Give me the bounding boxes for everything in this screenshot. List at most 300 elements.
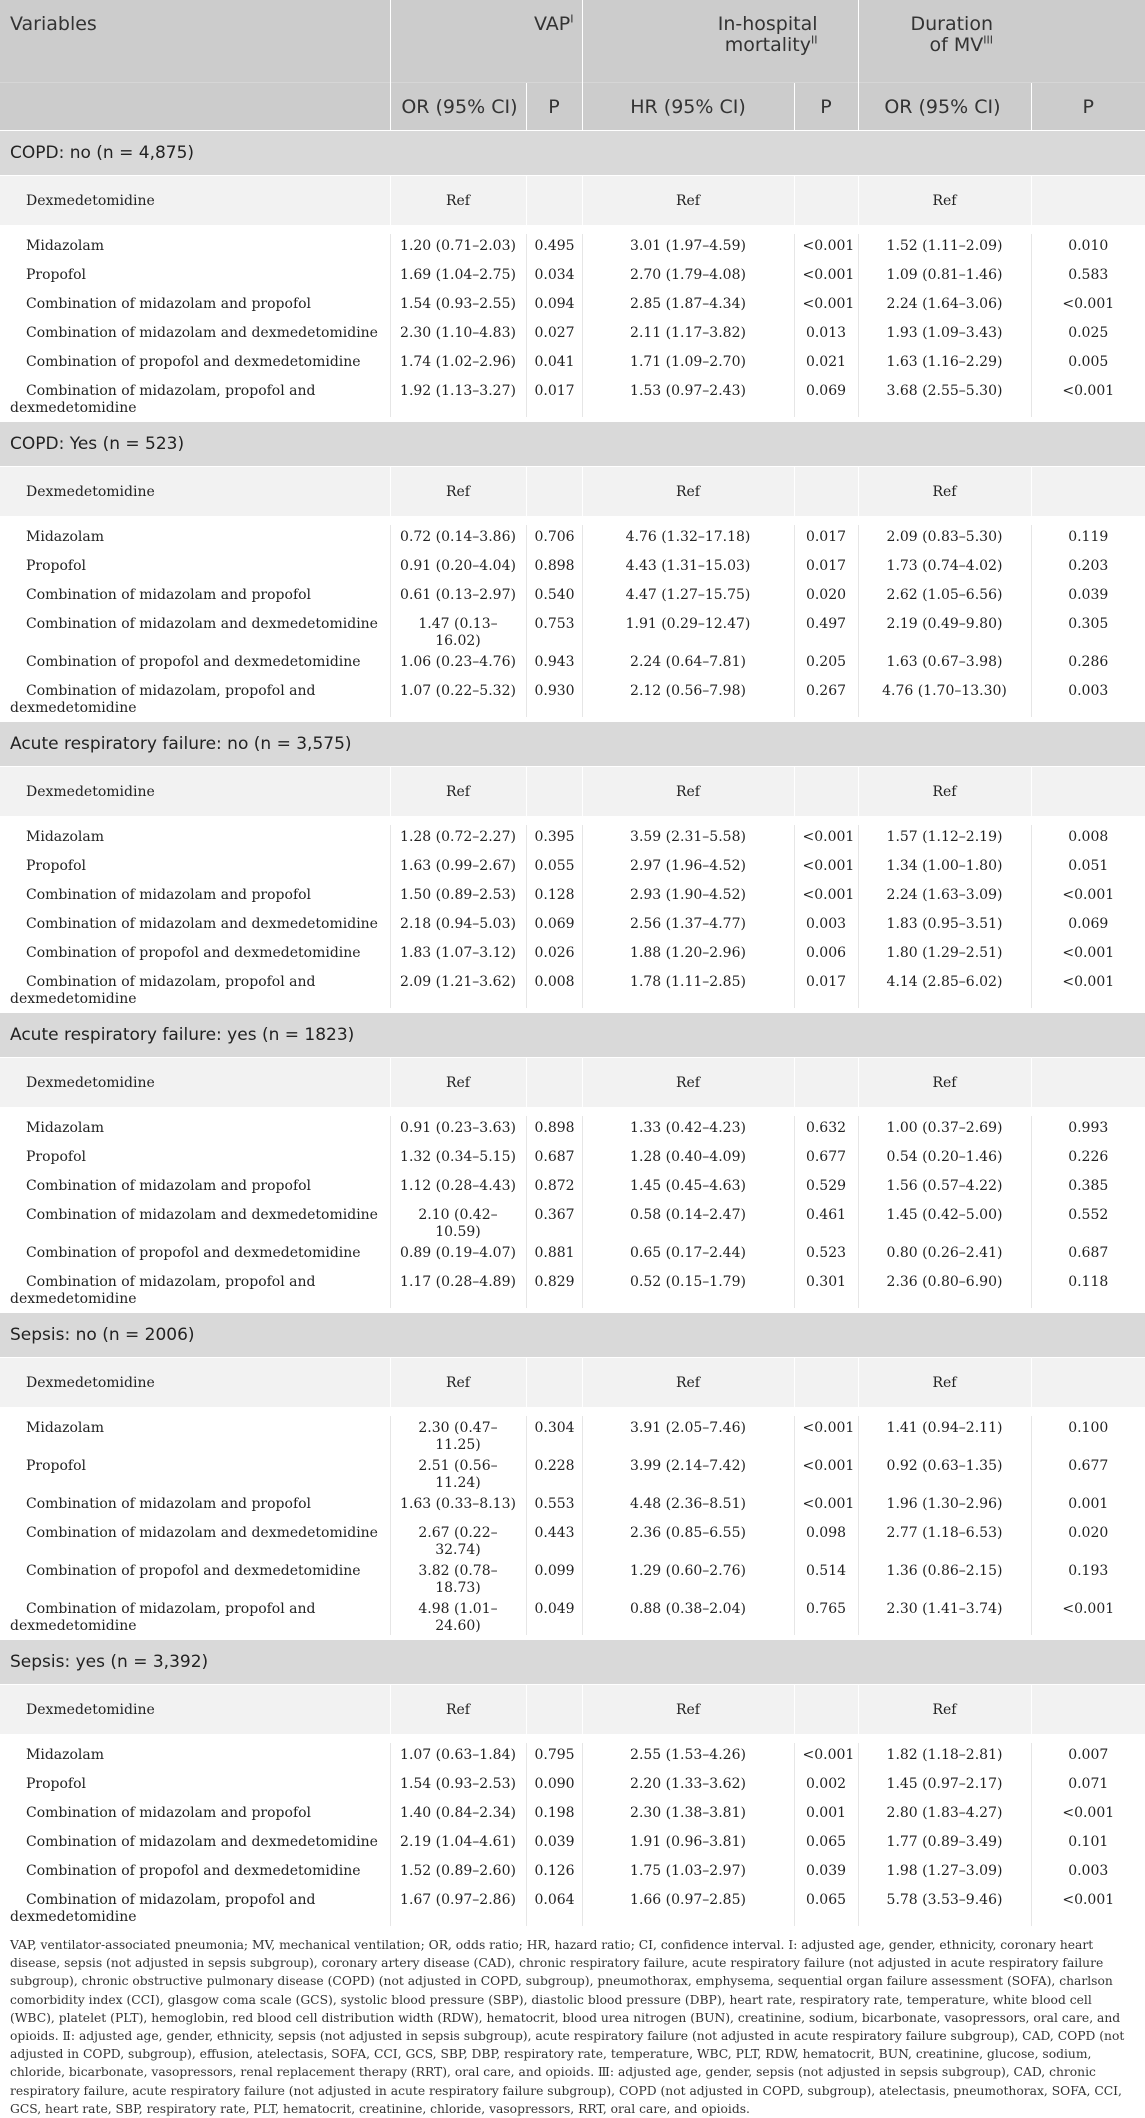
row-label: Combination of midazolam and propofol [26, 1496, 312, 1512]
reference-mortality-p [794, 1058, 858, 1108]
reference-duration-p [1031, 1685, 1145, 1735]
vap-p-cell: 0.094 [526, 292, 582, 321]
table-row [0, 583, 1145, 612]
row-label: Combination of midazolam and propofol [26, 1178, 312, 1194]
table-row [0, 234, 1145, 263]
vap-or-cell: 2.18 (0.94–5.03) [390, 912, 526, 941]
reference-duration-p [1031, 467, 1145, 517]
reference-vap: Ref [390, 467, 526, 517]
mortality-hr-cell: 2.55 (1.53–4.26) [582, 1743, 794, 1772]
duration-p-cell: 0.583 [1031, 263, 1145, 292]
mortality-hr-cell: 1.78 (1.11–2.85) [582, 970, 794, 1008]
mortality-hr-cell: 1.75 (1.03–2.97) [582, 1859, 794, 1888]
spacer-cell [858, 1107, 1031, 1116]
vap-or-cell: 3.82 (0.78–18.73) [390, 1559, 526, 1597]
duration-or-cell: 5.78 (3.53–9.46) [858, 1888, 1031, 1926]
mortality-p-cell: <0.001 [794, 234, 858, 263]
spacer-cell [0, 1407, 390, 1416]
duration-or-cell: 1.77 (0.89–3.49) [858, 1830, 1031, 1859]
vap-p-cell: 0.898 [526, 1116, 582, 1145]
vap-or-cell: 1.52 (0.89–2.60) [390, 1859, 526, 1888]
header-mort-hr: HR (95% CI) [582, 83, 794, 131]
table-row [0, 883, 1145, 912]
vap-p-cell: 0.367 [526, 1203, 582, 1241]
mortality-hr-cell: 4.43 (1.31–15.03) [582, 554, 794, 583]
vap-or-cell: 1.69 (1.04–2.75) [390, 263, 526, 292]
vap-or-cell: 1.54 (0.93–2.53) [390, 1772, 526, 1801]
mortality-p-cell: 0.205 [794, 650, 858, 679]
mortality-p-cell: 0.497 [794, 612, 858, 650]
mortality-hr-cell: 1.33 (0.42–4.23) [582, 1116, 794, 1145]
mortality-hr-cell: 3.01 (1.97–4.59) [582, 234, 794, 263]
table-row [0, 650, 1145, 679]
duration-p-cell: <0.001 [1031, 1801, 1145, 1830]
duration-p-cell: 0.071 [1031, 1772, 1145, 1801]
table-row [0, 1492, 1145, 1521]
duration-p-cell: 0.051 [1031, 854, 1145, 883]
duration-p-cell: <0.001 [1031, 883, 1145, 912]
table-row [0, 292, 1145, 321]
duration-p-cell: 0.385 [1031, 1174, 1145, 1203]
vap-or-cell: 1.92 (1.13–3.27) [390, 379, 526, 417]
spacer-cell [794, 516, 858, 525]
reference-vap: Ref [390, 767, 526, 817]
table-body [0, 131, 1145, 1931]
table-row [0, 1597, 1145, 1635]
spacer-cell [390, 816, 526, 825]
row-label: Combination of midazolam and propofol [26, 887, 312, 903]
spacer-cell [858, 1407, 1031, 1416]
duration-or-cell: 2.62 (1.05–6.56) [858, 583, 1031, 612]
table-row [0, 554, 1145, 583]
spacer-cell [1031, 1734, 1145, 1743]
reference-mortality-p [794, 1685, 858, 1735]
vap-or-cell: 1.12 (0.28–4.43) [390, 1174, 526, 1203]
spacer-cell [526, 1407, 582, 1416]
mortality-p-cell: 0.301 [794, 1270, 858, 1308]
mortality-hr-cell: 1.53 (0.97–2.43) [582, 379, 794, 417]
table-row [0, 1174, 1145, 1203]
mortality-p-cell: 0.267 [794, 679, 858, 717]
duration-p-cell: 0.010 [1031, 234, 1145, 263]
vap-or-cell: 1.32 (0.34–5.15) [390, 1145, 526, 1174]
reference-duration-p [1031, 767, 1145, 817]
vap-p-cell: 0.540 [526, 583, 582, 612]
reference-row [0, 1685, 1145, 1735]
row-spacer [0, 1407, 1145, 1416]
reference-mortality: Ref [582, 1685, 794, 1735]
reference-row [0, 1058, 1145, 1108]
spacer-cell [526, 225, 582, 234]
mortality-hr-cell: 2.36 (0.85–6.55) [582, 1521, 794, 1559]
spacer-cell [390, 1407, 526, 1416]
spacer-cell [526, 516, 582, 525]
reference-vap: Ref [390, 1685, 526, 1735]
duration-or-cell: 1.93 (1.09–3.43) [858, 321, 1031, 350]
duration-p-cell: 0.069 [1031, 912, 1145, 941]
mortality-p-cell: 0.765 [794, 1597, 858, 1635]
duration-p-cell: 0.118 [1031, 1270, 1145, 1308]
vap-or-cell: 1.07 (0.22–5.32) [390, 679, 526, 717]
reference-vap-p [526, 467, 582, 517]
spacer-cell [0, 225, 390, 234]
spacer-cell [390, 225, 526, 234]
reference-duration: Ref [858, 467, 1031, 517]
vap-or-cell: 1.50 (0.89–2.53) [390, 883, 526, 912]
table-row [0, 679, 1145, 717]
mortality-p-cell: 0.017 [794, 525, 858, 554]
vap-p-cell: 0.553 [526, 1492, 582, 1521]
vap-p-cell: 0.099 [526, 1559, 582, 1597]
table-row [0, 941, 1145, 970]
mortality-p-cell: 0.017 [794, 970, 858, 1008]
vap-p-cell: 0.395 [526, 825, 582, 854]
table-row [0, 912, 1145, 941]
table-footnote: VAP, ventilator-associated pneumonia; MV, mechanical ventilation; OR, odds ratio; HR, hazard ratio; CI, confidence interval. Ⅰ: adjusted age, gender, ethnicity, coronary heart disease, sepsis (not adjusted in sepsis subgroup), coronary artery disease (CAD), chronic respiratory failure, acute respiratory failure (not adjusted in acute respiratory failure subgroup), chronic obstructive pulmonary disease (COPD) (not adjusted in COPD, subgroup), pneumothorax, emphysema, sequential organ failure assessment (SOFA), charlson comorbidity index (CCI), glasgow coma scale (GCS), systolic blood pressure (SBP), diastolic blood pressure (DBP), heart rate, respiratory rate, temperature, white blood cell (WBC), platelet (PLT), hemoglobin, red blood cell distribution width (RDW), hematocrit, blood urea nitrogen (BUN), creatinine, sodium, bicarbonate, vasopressors, oral care, and opioids. Ⅱ: adjusted age, gender, ethnicity, sepsis (not adjusted in sepsis subgroup), acute respiratory failure (not adjusted in acute respiratory failure subgroup), CAD, COPD (not adjusted in COPD, subgroup), effusion, atelectasis, SOFA, CCI, GCS, SBP, DBP, respiratory rate, temperature, WBC, PLT, RDW, hematocrit, BUN, creatinine, glucose, sodium, chloride, bicarbonate, vasopressors, renal replacement therapy (RRT), oral care, and opioids. Ⅲ: adjusted age, gender, sepsis (not adjusted in sepsis subgroup), CAD, chronic respiratory failure, acute respiratory failure (not adjusted in acute respiratory failure subgroup), COPD (not adjusted in COPD, subgroup), atelectasis, pneumothorax, SOFA, CCI, GCS, heart rate, SBP, respiratory rate, PLT, hematocrit, creatinine, chloride, vasopressors, RRT, oral care, and opioids. [10, 1938, 1125, 2116]
table-row [0, 321, 1145, 350]
vap-or-cell: 1.17 (0.28–4.89) [390, 1270, 526, 1308]
duration-p-cell: 0.305 [1031, 612, 1145, 650]
reference-label: Dexmedetomidine [0, 1058, 390, 1108]
duration-p-cell: 0.687 [1031, 1241, 1145, 1270]
duration-p-cell: 0.993 [1031, 1116, 1145, 1145]
spacer-cell [794, 1107, 858, 1116]
row-label: Combination of midazolam, propofol and dexmedetomidine [10, 1601, 316, 1634]
section-title: Acute respiratory failure: yes (n = 1823) [0, 1013, 1145, 1058]
row-label: Midazolam [26, 829, 105, 845]
section-header [0, 1013, 1145, 1058]
reference-mortality: Ref [582, 176, 794, 226]
vap-or-cell: 0.91 (0.20–4.04) [390, 554, 526, 583]
vap-or-cell: 2.51 (0.56–11.24) [390, 1454, 526, 1492]
duration-or-cell: 1.80 (1.29–2.51) [858, 941, 1031, 970]
spacer-cell [858, 516, 1031, 525]
vap-p-cell: 0.064 [526, 1888, 582, 1926]
vap-p-cell: 0.829 [526, 1270, 582, 1308]
mortality-p-cell: 0.006 [794, 941, 858, 970]
mortality-hr-cell: 0.88 (0.38–2.04) [582, 1597, 794, 1635]
table-row [0, 1830, 1145, 1859]
duration-or-cell: 2.30 (1.41–3.74) [858, 1597, 1031, 1635]
row-label: Combination of midazolam, propofol and dexmedetomidine [10, 974, 316, 1007]
vap-p-cell: 0.034 [526, 263, 582, 292]
duration-or-cell: 1.45 (0.42–5.00) [858, 1203, 1031, 1241]
table-row [0, 1772, 1145, 1801]
section-title: COPD: no (n = 4,875) [0, 131, 1145, 176]
vap-p-cell: 0.026 [526, 941, 582, 970]
vap-p-cell: 0.753 [526, 612, 582, 650]
section-header [0, 1640, 1145, 1685]
table-row [0, 1888, 1145, 1926]
table-row [0, 1203, 1145, 1241]
mortality-hr-cell: 4.48 (2.36–8.51) [582, 1492, 794, 1521]
vap-or-cell: 1.47 (0.13–16.02) [390, 612, 526, 650]
duration-p-cell: 0.005 [1031, 350, 1145, 379]
mortality-hr-cell: 2.30 (1.38–3.81) [582, 1801, 794, 1830]
duration-or-cell: 2.77 (1.18–6.53) [858, 1521, 1031, 1559]
header-mortality: In-hospital mortality$^{II}$ [582, 0, 858, 83]
vap-p-cell: 0.090 [526, 1772, 582, 1801]
mortality-p-cell: <0.001 [794, 263, 858, 292]
table-row [0, 379, 1145, 417]
row-label: Combination of midazolam, propofol and dexmedetomidine [10, 683, 316, 716]
reference-label: Dexmedetomidine [0, 1685, 390, 1735]
vap-p-cell: 0.027 [526, 321, 582, 350]
section-header [0, 131, 1145, 176]
reference-vap-p [526, 1058, 582, 1108]
spacer-cell [0, 1734, 390, 1743]
section-header [0, 1313, 1145, 1358]
mortality-hr-cell: 2.11 (1.17–3.82) [582, 321, 794, 350]
mortality-hr-cell: 2.12 (0.56–7.98) [582, 679, 794, 717]
row-label: Midazolam [26, 1420, 105, 1436]
reference-vap: Ref [390, 1058, 526, 1108]
vap-or-cell: 0.91 (0.23–3.63) [390, 1116, 526, 1145]
row-spacer [0, 1107, 1145, 1116]
mortality-p-cell: 0.021 [794, 350, 858, 379]
mortality-hr-cell: 0.65 (0.17–2.44) [582, 1241, 794, 1270]
reference-duration: Ref [858, 1685, 1031, 1735]
vap-p-cell: 0.687 [526, 1145, 582, 1174]
duration-p-cell: 0.008 [1031, 825, 1145, 854]
row-label: Midazolam [26, 529, 105, 545]
duration-or-cell: 2.24 (1.64–3.06) [858, 292, 1031, 321]
vap-or-cell: 2.09 (1.21–3.62) [390, 970, 526, 1008]
spacer-cell [526, 1734, 582, 1743]
mortality-hr-cell: 1.88 (1.20–2.96) [582, 941, 794, 970]
row-label: Propofol [26, 1776, 87, 1792]
mortality-p-cell: 0.461 [794, 1203, 858, 1241]
mortality-hr-cell: 0.52 (0.15–1.79) [582, 1270, 794, 1308]
vap-p-cell: 0.304 [526, 1416, 582, 1454]
table-row [0, 263, 1145, 292]
reference-vap-p [526, 1685, 582, 1735]
mortality-p-cell: <0.001 [794, 854, 858, 883]
mortality-p-cell: 0.632 [794, 1116, 858, 1145]
header-mv-p: P [1031, 83, 1145, 131]
row-label: Combination of midazolam and propofol [26, 587, 312, 603]
duration-or-cell: 2.24 (1.63–3.09) [858, 883, 1031, 912]
vap-p-cell: 0.706 [526, 525, 582, 554]
duration-or-cell: 1.98 (1.27–3.09) [858, 1859, 1031, 1888]
table-header [0, 0, 1145, 131]
row-spacer [0, 1734, 1145, 1743]
reference-duration: Ref [858, 1358, 1031, 1408]
vap-or-cell: 0.89 (0.19–4.07) [390, 1241, 526, 1270]
mortality-p-cell: 0.002 [794, 1772, 858, 1801]
duration-or-cell: 2.09 (0.83–5.30) [858, 525, 1031, 554]
mortality-hr-cell: 2.56 (1.37–4.77) [582, 912, 794, 941]
reference-label: Dexmedetomidine [0, 176, 390, 226]
table-row [0, 1801, 1145, 1830]
mortality-p-cell: 0.069 [794, 379, 858, 417]
header-vap: $VAP^I$ [390, 0, 582, 83]
spacer-cell [858, 1734, 1031, 1743]
duration-p-cell: <0.001 [1031, 970, 1145, 1008]
row-label: Combination of midazolam and propofol [26, 296, 312, 312]
mortality-hr-cell: 0.58 (0.14–2.47) [582, 1203, 794, 1241]
reference-mortality: Ref [582, 1058, 794, 1108]
row-label: Combination of propofol and dexmedetomidine [26, 945, 361, 961]
spacer-cell [0, 1107, 390, 1116]
mortality-hr-cell: 2.93 (1.90–4.52) [582, 883, 794, 912]
row-label: Combination of propofol and dexmedetomidine [26, 1563, 361, 1579]
duration-or-cell: 1.34 (1.00–1.80) [858, 854, 1031, 883]
duration-or-cell: 2.80 (1.83–4.27) [858, 1801, 1031, 1830]
spacer-cell [794, 1734, 858, 1743]
row-label: Combination of midazolam and dexmedetomidine [26, 616, 378, 632]
spacer-cell [1031, 816, 1145, 825]
spacer-cell [794, 225, 858, 234]
row-label: Combination of propofol and dexmedetomidine [26, 354, 361, 370]
mortality-hr-cell: 2.97 (1.96–4.52) [582, 854, 794, 883]
header-vap-or: OR (95% CI) [390, 83, 526, 131]
reference-vap-p [526, 1358, 582, 1408]
header-blank [0, 83, 390, 131]
vap-or-cell: 1.74 (1.02–2.96) [390, 350, 526, 379]
table-row [0, 970, 1145, 1008]
vap-p-cell: 0.443 [526, 1521, 582, 1559]
row-spacer [0, 516, 1145, 525]
table-row [0, 1454, 1145, 1492]
spacer-cell [794, 816, 858, 825]
mortality-p-cell: 0.529 [794, 1174, 858, 1203]
table-row [0, 612, 1145, 650]
vap-p-cell: 0.228 [526, 1454, 582, 1492]
reference-duration: Ref [858, 176, 1031, 226]
duration-p-cell: 0.100 [1031, 1416, 1145, 1454]
table-row [0, 350, 1145, 379]
reference-row [0, 176, 1145, 226]
header-mort-p: P [794, 83, 858, 131]
duration-or-cell: 1.36 (0.86–2.15) [858, 1559, 1031, 1597]
reference-mortality: Ref [582, 467, 794, 517]
vap-p-cell: 0.881 [526, 1241, 582, 1270]
vap-or-cell: 1.67 (0.97–2.86) [390, 1888, 526, 1926]
duration-or-cell: 0.92 (0.63–1.35) [858, 1454, 1031, 1492]
mortality-hr-cell: 3.59 (2.31–5.58) [582, 825, 794, 854]
duration-or-cell: 1.56 (0.57–4.22) [858, 1174, 1031, 1203]
row-label: Propofol [26, 558, 87, 574]
section-title: Sepsis: no (n = 2006) [0, 1313, 1145, 1358]
duration-or-cell: 1.00 (0.37–2.69) [858, 1116, 1031, 1145]
table-row [0, 1416, 1145, 1454]
reference-vap-p [526, 176, 582, 226]
reference-vap: Ref [390, 1358, 526, 1408]
mortality-p-cell: <0.001 [794, 883, 858, 912]
spacer-cell [526, 1107, 582, 1116]
duration-or-cell: 1.09 (0.81–1.46) [858, 263, 1031, 292]
reference-duration: Ref [858, 1058, 1031, 1108]
row-label: Combination of midazolam and dexmedetomidine [26, 1834, 378, 1850]
mortality-hr-cell: 1.71 (1.09–2.70) [582, 350, 794, 379]
duration-p-cell: <0.001 [1031, 292, 1145, 321]
row-label: Midazolam [26, 1120, 105, 1136]
spacer-cell [0, 816, 390, 825]
row-label: Propofol [26, 267, 87, 283]
mortality-hr-cell: 1.91 (0.29–12.47) [582, 612, 794, 650]
mortality-p-cell: 0.039 [794, 1859, 858, 1888]
spacer-cell [1031, 1407, 1145, 1416]
duration-p-cell: 0.119 [1031, 525, 1145, 554]
mortality-p-cell: 0.013 [794, 321, 858, 350]
mortality-p-cell: 0.003 [794, 912, 858, 941]
spacer-cell [1031, 225, 1145, 234]
duration-p-cell: <0.001 [1031, 1597, 1145, 1635]
mortality-p-cell: 0.514 [794, 1559, 858, 1597]
mortality-hr-cell: 3.99 (2.14–7.42) [582, 1454, 794, 1492]
row-label: Midazolam [26, 1747, 105, 1763]
mortality-hr-cell: 4.76 (1.32–17.18) [582, 525, 794, 554]
row-label: Combination of midazolam and dexmedetomidine [26, 325, 378, 341]
vap-p-cell: 0.198 [526, 1801, 582, 1830]
duration-p-cell: 0.020 [1031, 1521, 1145, 1559]
row-label: Combination of propofol and dexmedetomidine [26, 1863, 361, 1879]
header-vap-p: P [526, 83, 582, 131]
row-label: Propofol [26, 1149, 87, 1165]
mortality-p-cell: 0.001 [794, 1801, 858, 1830]
spacer-cell [858, 816, 1031, 825]
duration-p-cell: 0.193 [1031, 1559, 1145, 1597]
duration-p-cell: <0.001 [1031, 1888, 1145, 1926]
spacer-cell [0, 516, 390, 525]
table-row [0, 1559, 1145, 1597]
duration-or-cell: 3.68 (2.55–5.30) [858, 379, 1031, 417]
duration-p-cell: <0.001 [1031, 941, 1145, 970]
vap-or-cell: 1.06 (0.23–4.76) [390, 650, 526, 679]
mortality-p-cell: <0.001 [794, 292, 858, 321]
vap-or-cell: 1.28 (0.72–2.27) [390, 825, 526, 854]
reference-duration: Ref [858, 767, 1031, 817]
duration-or-cell: 4.76 (1.70–13.30) [858, 679, 1031, 717]
table-row [0, 1859, 1145, 1888]
vap-p-cell: 0.008 [526, 970, 582, 1008]
reference-row [0, 767, 1145, 817]
vap-p-cell: 0.872 [526, 1174, 582, 1203]
duration-or-cell: 4.14 (2.85–6.02) [858, 970, 1031, 1008]
spacer-cell [390, 1107, 526, 1116]
reference-mortality: Ref [582, 767, 794, 817]
duration-or-cell: 1.96 (1.30–2.96) [858, 1492, 1031, 1521]
table-row [0, 1521, 1145, 1559]
duration-or-cell: 1.73 (0.74–4.02) [858, 554, 1031, 583]
duration-p-cell: 0.286 [1031, 650, 1145, 679]
row-label: Combination of propofol and dexmedetomidine [26, 1245, 361, 1261]
section-title: COPD: Yes (n = 523) [0, 422, 1145, 467]
mortality-hr-cell: 1.66 (0.97–2.85) [582, 1888, 794, 1926]
duration-p-cell: 0.003 [1031, 679, 1145, 717]
vap-or-cell: 2.30 (1.10–4.83) [390, 321, 526, 350]
duration-or-cell: 0.80 (0.26–2.41) [858, 1241, 1031, 1270]
duration-or-cell: 1.52 (1.11–2.09) [858, 234, 1031, 263]
mortality-p-cell: 0.677 [794, 1145, 858, 1174]
row-label: Combination of propofol and dexmedetomidine [26, 654, 361, 670]
row-label: Combination of midazolam and dexmedetomidine [26, 916, 378, 932]
vap-p-cell: 0.795 [526, 1743, 582, 1772]
header-duration-mv: Duration of $MV^{III}$ [858, 0, 1145, 83]
row-label: Propofol [26, 858, 87, 874]
mortality-p-cell: 0.065 [794, 1830, 858, 1859]
duration-p-cell: 0.677 [1031, 1454, 1145, 1492]
spacer-cell [582, 816, 794, 825]
vap-p-cell: 0.128 [526, 883, 582, 912]
reference-mortality: Ref [582, 1358, 794, 1408]
spacer-cell [390, 1734, 526, 1743]
section-title: Acute respiratory failure: no (n = 3,575) [0, 722, 1145, 767]
vap-or-cell: 2.10 (0.42–10.59) [390, 1203, 526, 1241]
reference-duration-p [1031, 1058, 1145, 1108]
vap-p-cell: 0.930 [526, 679, 582, 717]
